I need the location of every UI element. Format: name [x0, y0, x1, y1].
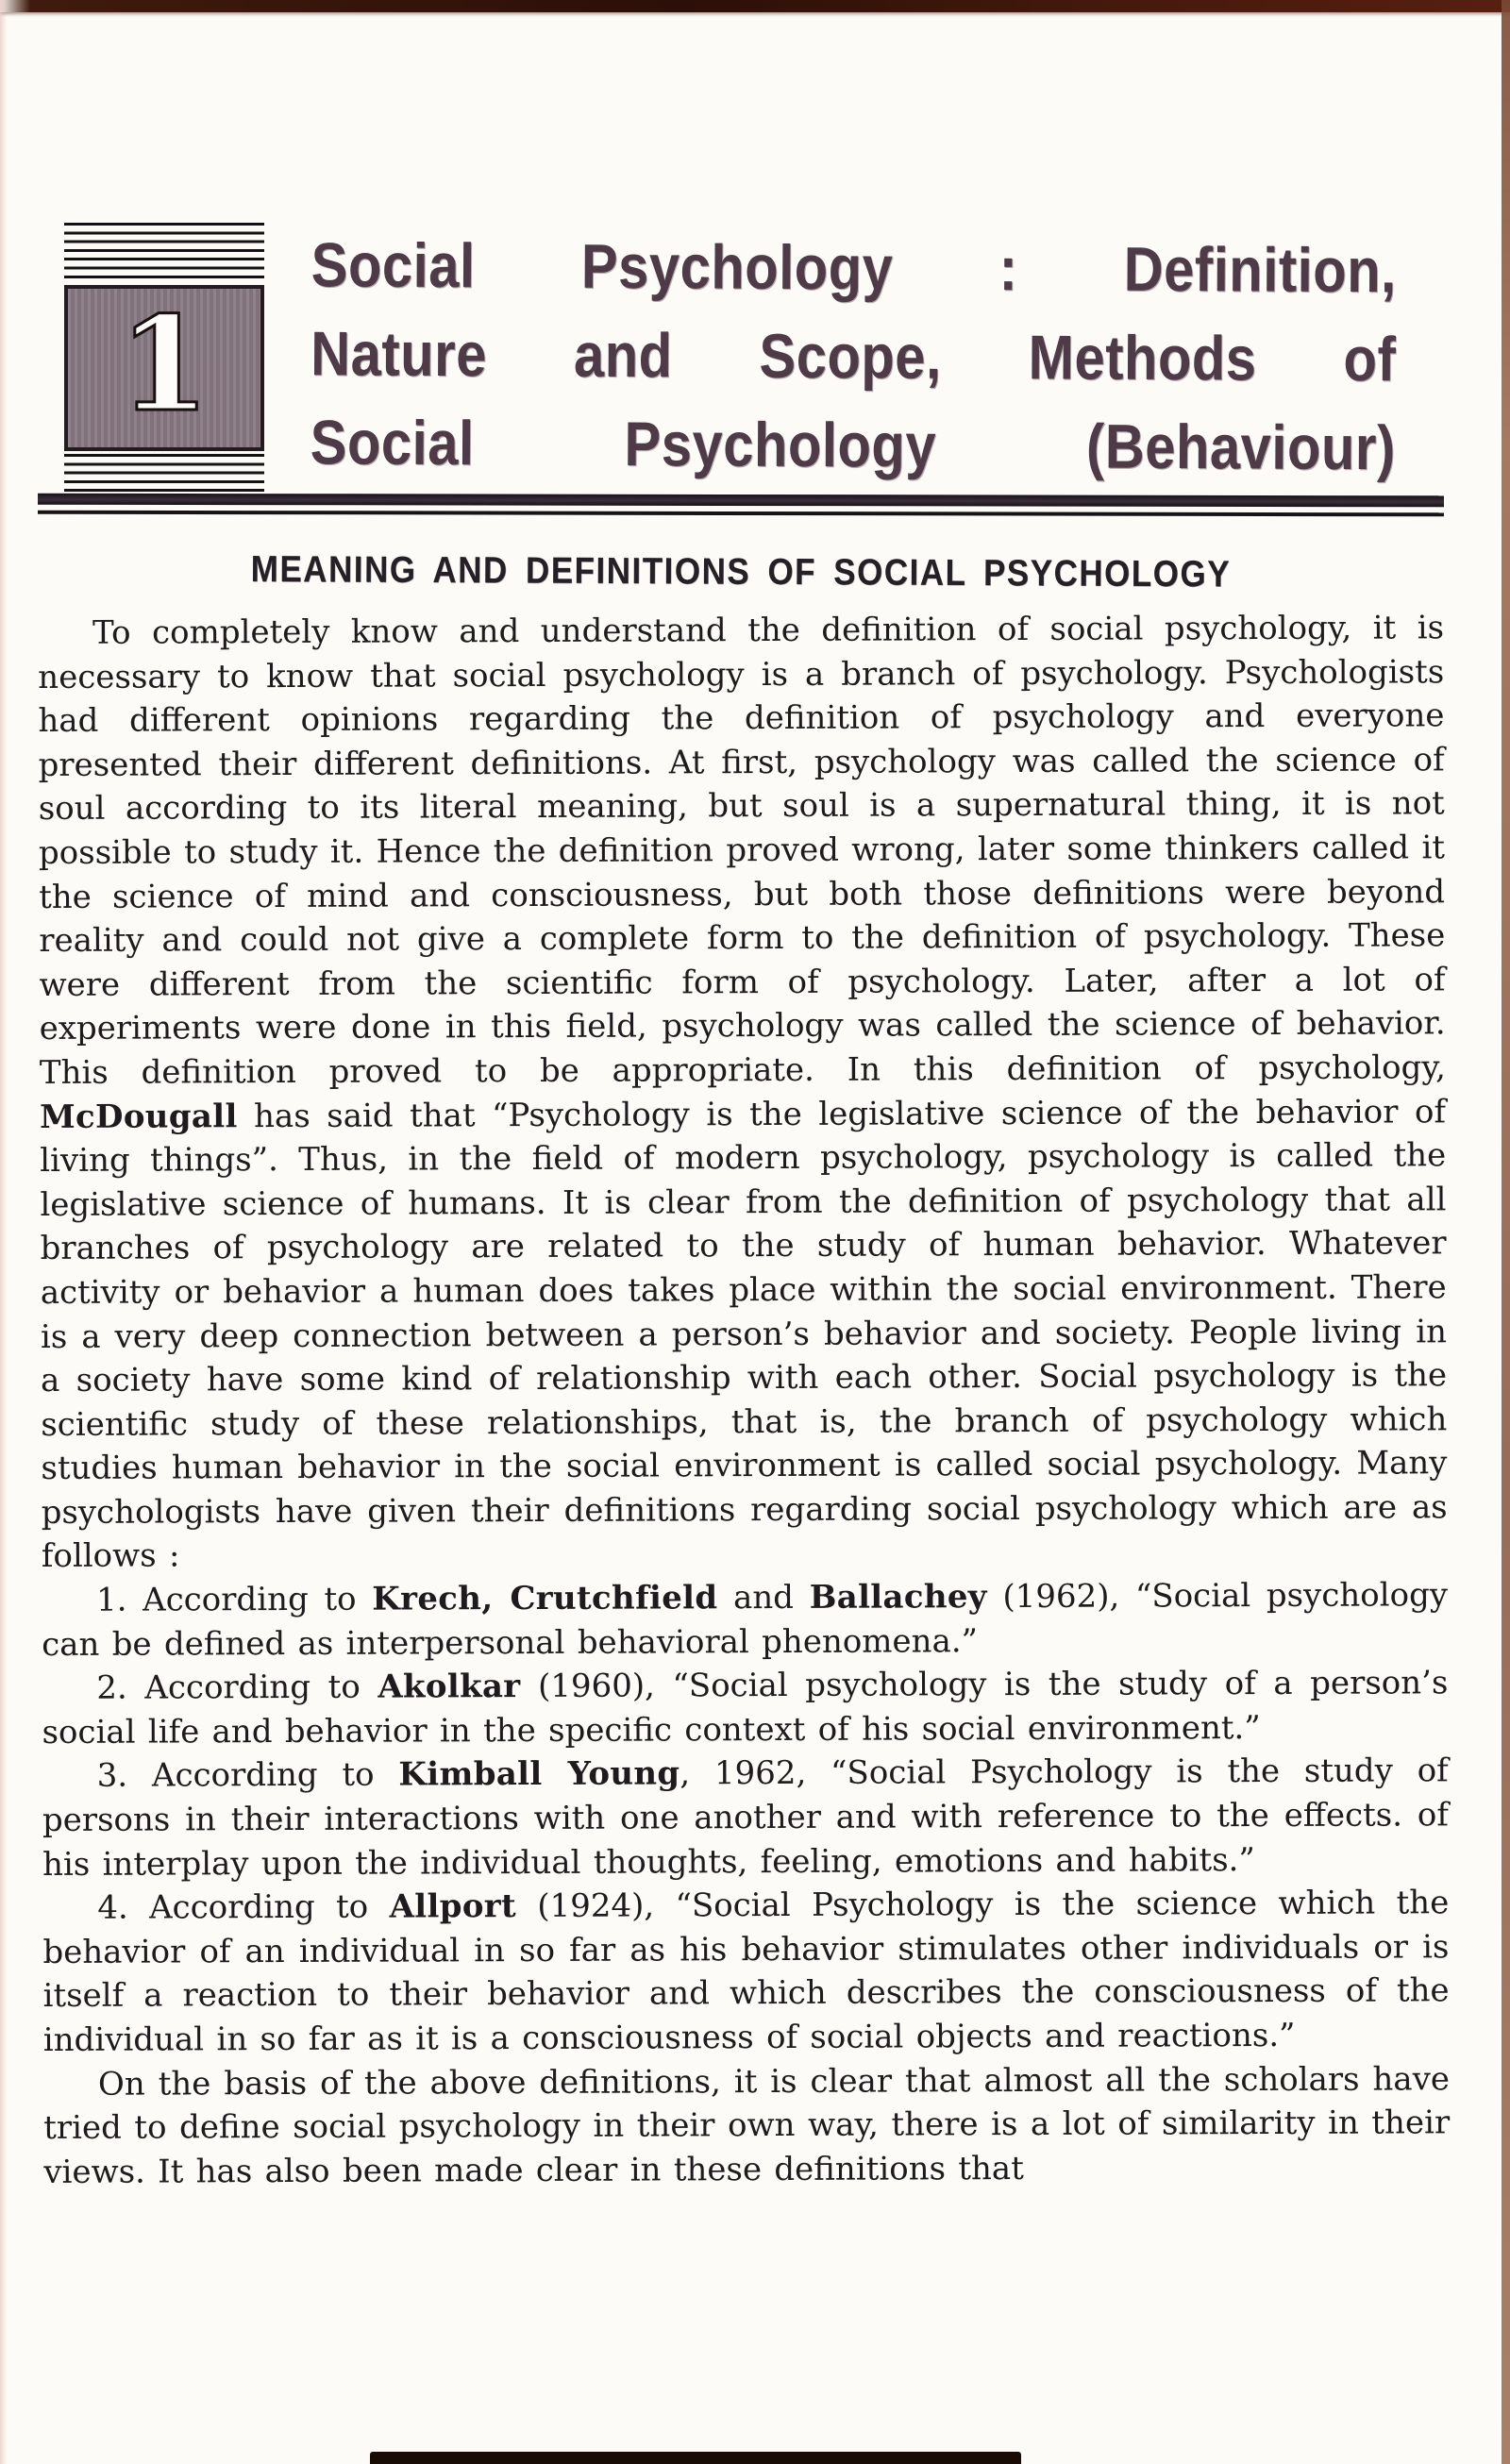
definition-item-3: 3. According to Kimball Young, 1962, “Social Psychology is the study of persons in their interactions with one another and with reference to the effects. of his interplay upon the individual thoughts, feeling, emotions and habits.” [42, 1752, 1449, 1884]
scan-top-edge [0, 0, 1510, 12]
chapter-number: 1 [118, 287, 210, 441]
badge-lines-bottom [64, 454, 264, 497]
badge-lines-top [64, 223, 264, 283]
intro-paragraph: To completely know and understand the definition of social psychology, it is necessary to know that social psychology is a branch of psychology. Psychologists had different opinions regarding the definition of psychology and everyone presented their different definitions. At first, psychology was called the science of soul according to its literal meaning, but soul is a supernatural thing, it is not possible to study it. Hence the definition proved wrong, later some thinkers called it the science of mind and consciousness, but both those definitions were beyond reality and could not give a complete form to the definition of psychology. These were different from the scientific form of psychology. Later, after a lot of experiments were done in this field, psychology was called the science of behavior. This definition proved to be appropriate. In this definition of psychology, McDougall has said that “Psychology is the legislative science of the behavior of living things”. Thus, in the field of modern psychology, psychology is called the legislative science of humans. It is clear from the definition of psychology that all branches of psychology are related to the study of human behavior. Whatever activity or behavior a human does takes place within the social environment. There is a very deep connection between a person’s behavior and society. People living in a society have some kind of relationship with each other. Social psychology is the scientific study of these relationships, that is, the branch of psychology which studies human behavior in the social environment is called social psychology. Many psychologists have given their definitions regarding social psychology which are as follows : [38, 609, 1448, 1576]
scan-right-page-edge [1502, 0, 1510, 2464]
scan-bottom-mark [370, 2452, 1021, 2464]
chapter-title-line-3: Social Psychology (Behaviour) [310, 407, 1396, 484]
chapter-number-badge [64, 223, 264, 497]
chapter-number-box [64, 285, 264, 451]
definition-item-2: 2. According to Akolkar (1960), “Social psychology is the study of a person’s social life and behavior in the specific context of his social environment.” [42, 1664, 1449, 1752]
scan-left-edge [0, 0, 7, 2464]
definition-item-4: 4. According to Allport (1924), “Social Psychology is the science which the behavior of an individual in so far as his behavior stimulates other individuals or is itself a reaction to their behavior and which describes the consciousness of the individual in so far as it is a consciousness of social objects and reactions.” [42, 1884, 1450, 2059]
section-heading: MEANING AND DEFINITIONS OF SOCIAL PSYCHOLOGY [250, 548, 1232, 595]
closing-paragraph: On the basis of the above definitions, it is clear that almost all the scholars have tried to define social psychology in their own way, there is a lot of similarity in their views. It has also been made clear in these definitions that [43, 2059, 1451, 2191]
header-divider [38, 494, 1444, 517]
header-divider-thin-rule [38, 511, 1444, 517]
body-text-column [38, 606, 1450, 2194]
header-divider-thick-rule [38, 494, 1444, 508]
definition-item-1: 1. According to Krech, Crutchfield and Ballachey (1962), “Social psychology can be defined as interpersonal behavioral phenomena.” [42, 1576, 1449, 1664]
chapter-title-line-1: Social Psychology : Definition, [310, 229, 1397, 307]
chapter-title [310, 223, 1397, 494]
chapter-title-line-2: Nature and Scope, Methods of [310, 318, 1397, 395]
